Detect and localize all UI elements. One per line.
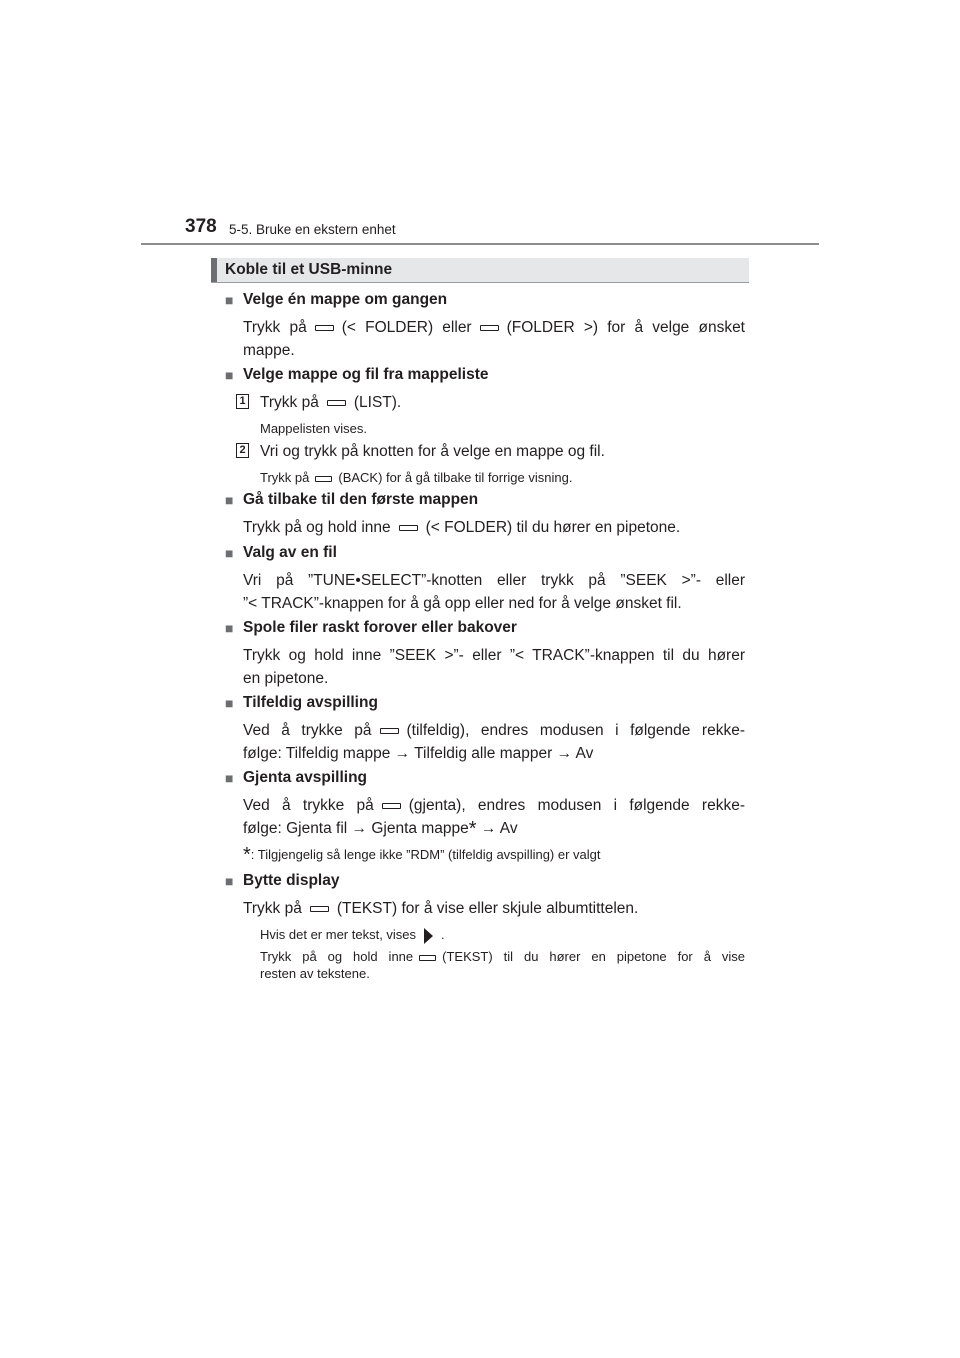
text: Trykk på bbox=[260, 394, 319, 411]
text: Trykk på og hold inne bbox=[243, 519, 391, 536]
note bbox=[260, 948, 745, 965]
button-icon bbox=[315, 325, 334, 331]
title-accent-bar bbox=[211, 258, 217, 282]
paragraph-line: ”< TRACK”-knappen for å gå opp eller ned for å velge ønsket fil. bbox=[243, 595, 682, 612]
paragraph bbox=[243, 794, 745, 818]
section-heading: Gjenta avspilling bbox=[243, 769, 368, 786]
text: Trykk på bbox=[243, 900, 302, 917]
bullet-square-icon: ■ bbox=[225, 367, 234, 383]
section-heading: Spole filer raskt forover eller bakover bbox=[243, 619, 517, 636]
section-heading: Velge én mappe om gangen bbox=[243, 291, 448, 308]
button-icon bbox=[315, 476, 332, 482]
footnote-text: : Tilgjengelig så lenge ikke ”RDM” (tilfeldig avspilling) er valgt bbox=[250, 847, 601, 862]
page-number: 378 bbox=[185, 216, 217, 237]
text: Ved å trykke på bbox=[243, 722, 372, 739]
button-icon bbox=[327, 400, 346, 406]
text: Hvis det er mer tekst, vises bbox=[260, 927, 417, 942]
step-number-badge: 2 bbox=[236, 443, 249, 458]
bullet-square-icon: ■ bbox=[225, 695, 234, 711]
text: (LIST). bbox=[353, 394, 402, 411]
section-box-title bbox=[211, 258, 749, 283]
paragraph bbox=[243, 516, 745, 540]
text: Trykk på bbox=[260, 470, 310, 485]
button-icon bbox=[382, 803, 401, 809]
paragraph-line: følge: Tilfeldig mappe → Tilfeldig alle mapper → Av bbox=[243, 745, 594, 762]
button-icon bbox=[310, 906, 329, 912]
text: → Av bbox=[480, 820, 518, 837]
button-icon bbox=[380, 728, 399, 734]
footnote bbox=[243, 845, 601, 865]
paragraph-line bbox=[243, 817, 745, 841]
bullet-square-icon: ■ bbox=[225, 292, 234, 308]
button-icon bbox=[399, 525, 418, 531]
section-reference: 5-5. Bruke en ekstern enhet bbox=[229, 222, 396, 237]
note bbox=[260, 926, 445, 944]
text: (FOLDER >) for å velge ønsket bbox=[506, 319, 745, 336]
paragraph bbox=[243, 316, 745, 340]
text: (BACK) for å gå tilbake til forrige visning. bbox=[338, 470, 573, 485]
button-icon bbox=[480, 325, 499, 331]
text: Trykk på og hold inne bbox=[260, 949, 414, 964]
step-note bbox=[260, 469, 572, 486]
footnote-marker: * bbox=[468, 818, 477, 840]
text: Trykk på bbox=[243, 319, 307, 336]
button-icon bbox=[419, 955, 436, 961]
step-text: Vri og trykk på knotten for å velge en mappe og fil. bbox=[260, 443, 605, 460]
header-divider bbox=[141, 243, 819, 245]
bullet-square-icon: ■ bbox=[225, 873, 234, 889]
paragraph-line: Vri på ”TUNE•SELECT”-knotten eller trykk på ”SEEK >”- eller bbox=[243, 572, 745, 589]
box-title-text: Koble til et USB-minne bbox=[225, 261, 393, 278]
text: Ved å trykke på bbox=[243, 797, 374, 814]
bullet-square-icon: ■ bbox=[225, 545, 234, 561]
section-heading: Velge mappe og fil fra mappeliste bbox=[243, 366, 489, 383]
note-line: resten av tekstene. bbox=[260, 966, 370, 981]
section-heading: Gå tilbake til den første mappen bbox=[243, 491, 479, 508]
bullet-square-icon: ■ bbox=[225, 620, 234, 636]
paragraph-line: mappe. bbox=[243, 342, 295, 359]
bullet-square-icon: ■ bbox=[225, 770, 234, 786]
bullet-square-icon: ■ bbox=[225, 492, 234, 508]
footnote-marker: * bbox=[243, 844, 251, 866]
paragraph bbox=[243, 719, 745, 743]
text: følge: Gjenta fil → Gjenta mappe bbox=[243, 820, 469, 837]
text: (TEKST) til du hører en pipetone for å vise bbox=[442, 949, 745, 964]
step-note: Mappelisten vises. bbox=[260, 421, 367, 436]
text: (TEKST) for å vise eller skjule albumtittelen. bbox=[336, 900, 639, 917]
text: (< FOLDER) til du hører en pipetone. bbox=[425, 519, 681, 536]
step-text bbox=[260, 391, 745, 415]
section-heading: Valg av en fil bbox=[243, 544, 337, 561]
more-text-arrow-icon bbox=[424, 928, 433, 944]
text: . bbox=[441, 927, 445, 942]
text: (< FOLDER) eller bbox=[341, 319, 472, 336]
text: (gjenta), endres modusen i følgende rekke- bbox=[408, 797, 745, 814]
text: (tilfeldig), endres modusen i følgende rekke- bbox=[406, 722, 745, 739]
paragraph bbox=[243, 897, 745, 921]
paragraph-line: Trykk og hold inne ”SEEK >”- eller ”< TRACK”-knappen til du hører bbox=[243, 647, 745, 664]
section-heading: Bytte display bbox=[243, 872, 340, 889]
step-number-badge: 1 bbox=[236, 394, 249, 409]
paragraph-line: en pipetone. bbox=[243, 670, 329, 687]
section-heading: Tilfeldig avspilling bbox=[243, 694, 378, 711]
